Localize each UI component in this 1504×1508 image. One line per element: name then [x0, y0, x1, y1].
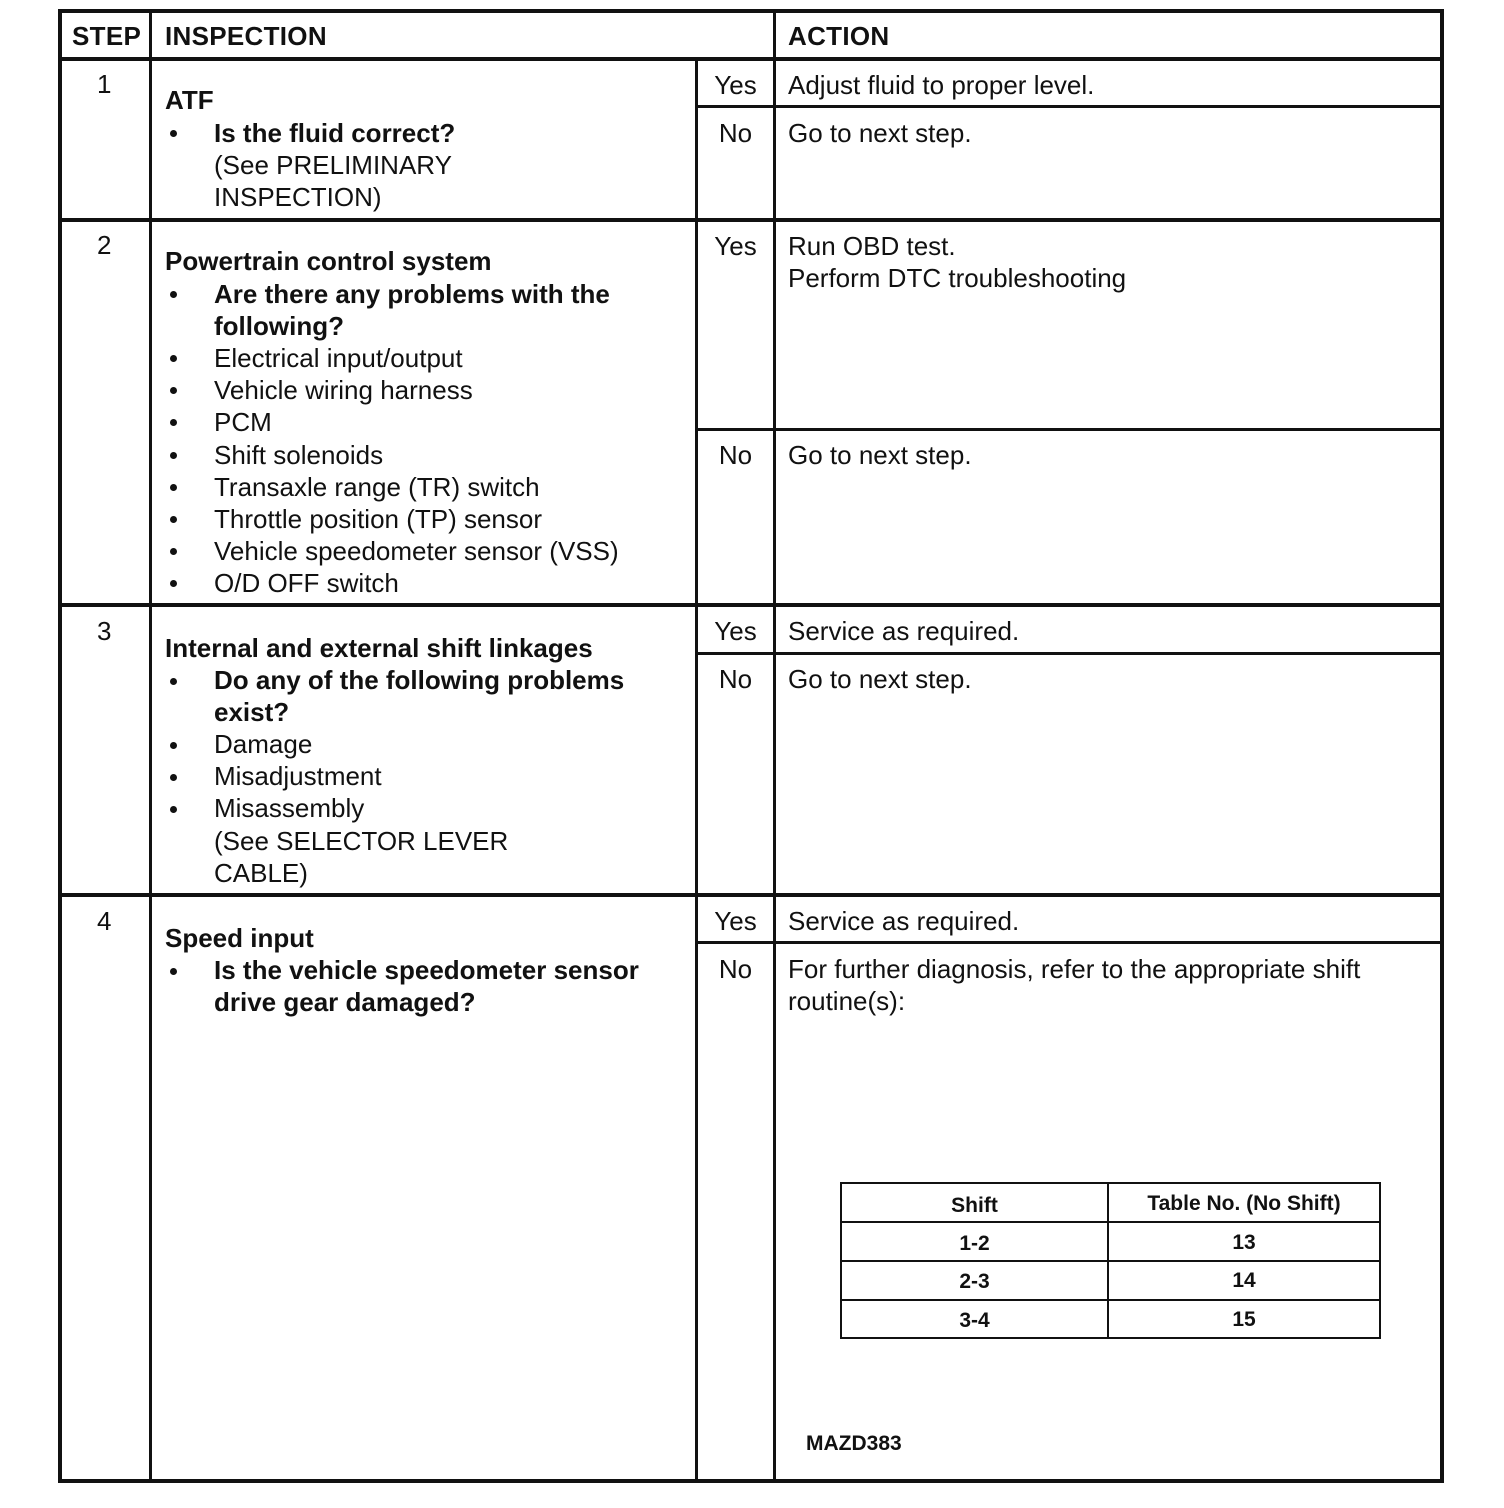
subtable-header-table-no: Table No. (No Shift) [1147, 1192, 1341, 1215]
step-title: Internal and external shift linkages [165, 633, 593, 663]
yes-action: Service as required. [788, 616, 1020, 646]
no-action: Go to next step. [788, 440, 972, 470]
list-item: PCM [214, 407, 272, 437]
list-item: Vehicle wiring harness [214, 375, 473, 405]
list-item: Transaxle range (TR) switch [214, 472, 540, 502]
yes-label: Yes [714, 231, 757, 261]
no-label: No [718, 664, 753, 694]
yes-action: Service as required. [788, 906, 1020, 936]
bullet-icon [170, 419, 177, 426]
step-title: Speed input [165, 923, 314, 953]
subtable-border-bottom [840, 1337, 1381, 1339]
step-title: Powertrain control system [165, 246, 492, 276]
no-action: Go to next step. [788, 118, 972, 148]
bullet-icon [170, 678, 177, 685]
step-question: Is the vehicle speedometer sensor [214, 955, 639, 985]
figure-code: MAZD383 [806, 1432, 902, 1455]
step-number: 1 [97, 69, 112, 99]
list-item: Throttle position (TP) sensor [214, 504, 543, 534]
subtable-cell-shift: 1-2 [959, 1232, 990, 1255]
subtable-row-line [840, 1260, 1381, 1262]
yes-label: Yes [714, 616, 757, 646]
no-label: No [718, 954, 753, 984]
header-step: STEP [72, 21, 142, 51]
step-title: ATF [165, 85, 214, 115]
yes-action: Adjust fluid to proper level. [788, 70, 1095, 100]
yes-action: Perform DTC troubleshooting [788, 263, 1127, 293]
step-question: Are there any problems with the [214, 279, 610, 309]
subtable-border-top [840, 1182, 1381, 1184]
yes-no-divider-4 [695, 941, 1444, 944]
list-item: Damage [214, 729, 313, 759]
list-item: Misassembly [214, 793, 365, 823]
bullet-icon [170, 580, 177, 587]
row-divider-step2 [58, 603, 1444, 607]
step-number: 2 [97, 230, 112, 260]
step-number: 4 [97, 906, 112, 936]
subtable-row-line [840, 1299, 1381, 1301]
step-note: (See SELECTOR LEVER [214, 826, 509, 856]
list-item: Shift solenoids [214, 440, 384, 470]
row-divider-header [58, 57, 1444, 61]
step-question: exist? [214, 697, 290, 727]
frame-left [58, 9, 62, 1483]
bullet-icon [170, 968, 177, 975]
yes-no-divider-1 [695, 105, 1444, 108]
subtable-cell-table-no: 13 [1232, 1231, 1256, 1254]
subtable-cell-shift: 3-4 [959, 1309, 990, 1332]
step-number: 3 [97, 616, 112, 646]
step-question: drive gear damaged? [214, 987, 476, 1017]
bullet-icon [170, 742, 177, 749]
yes-action: Run OBD test. [788, 231, 956, 261]
no-label: No [718, 118, 753, 148]
no-action: For further diagnosis, refer to the appropriate shift [788, 954, 1361, 984]
bullet-icon [170, 806, 177, 813]
bullet-icon [170, 452, 177, 459]
step-note: (See PRELIMINARY [214, 150, 452, 180]
no-label: No [718, 440, 753, 470]
bullet-icon [170, 291, 177, 298]
frame-right [1440, 9, 1444, 1483]
subtable-cell-shift: 2-3 [959, 1270, 990, 1293]
step-note: CABLE) [214, 858, 308, 888]
subtable-cell-table-no: 15 [1232, 1308, 1256, 1331]
list-item: O/D OFF switch [214, 568, 399, 598]
subtable-header-shift: Shift [951, 1194, 998, 1217]
col-divider-action [773, 9, 776, 1483]
frame-top [58, 9, 1444, 13]
bullet-icon [170, 484, 177, 491]
bullet-icon [170, 774, 177, 781]
bullet-icon [170, 548, 177, 555]
yes-label: Yes [714, 906, 757, 936]
header-inspection: INSPECTION [165, 21, 327, 51]
yes-no-divider-2 [695, 428, 1444, 431]
bullet-icon [170, 387, 177, 394]
col-divider-step [149, 9, 152, 1483]
frame-bottom [58, 1479, 1444, 1483]
bullet-icon [170, 355, 177, 362]
row-divider-step1 [58, 218, 1444, 222]
step-note: INSPECTION) [214, 182, 382, 212]
step-question: following? [214, 311, 344, 341]
step-question: Is the fluid correct? [214, 118, 456, 148]
row-divider-step3 [58, 893, 1444, 897]
bullet-icon [170, 130, 177, 137]
step-question: Do any of the following problems [214, 665, 625, 695]
no-action: Go to next step. [788, 664, 972, 694]
list-item: Vehicle speedometer sensor (VSS) [214, 536, 619, 566]
subtable-cell-table-no: 14 [1232, 1269, 1256, 1292]
list-item: Electrical input/output [214, 343, 463, 373]
subtable-border-right [1379, 1182, 1381, 1339]
list-item: Misadjustment [214, 761, 382, 791]
bullet-icon [170, 516, 177, 523]
col-divider-answer [695, 59, 698, 1483]
no-action: routine(s): [788, 986, 906, 1016]
header-action: ACTION [788, 21, 890, 51]
yes-label: Yes [714, 70, 757, 100]
yes-no-divider-3 [695, 652, 1444, 655]
